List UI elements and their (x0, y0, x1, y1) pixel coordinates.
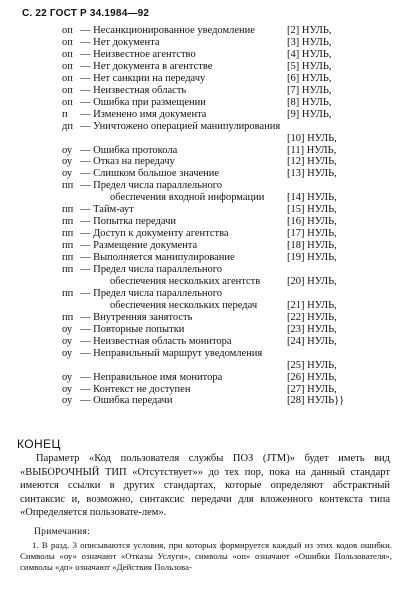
list-item (0, 25, 403, 37)
error-value: [10] НУЛЬ, (287, 132, 337, 144)
list-item (0, 288, 403, 300)
list-item (0, 168, 403, 180)
error-code-category: оп (62, 36, 73, 48)
list-item (0, 372, 403, 384)
error-value: [17] НУЛЬ, (287, 228, 337, 240)
error-description: — Доступ к документу агентства (80, 228, 229, 240)
list-item (0, 192, 403, 204)
error-code-category: пп (62, 180, 74, 192)
list-item (0, 312, 403, 324)
error-description: — Неправильный маршрут уведомления (80, 347, 263, 359)
error-value: [20] НУЛЬ, (287, 275, 337, 287)
error-value: [18] НУЛЬ, (287, 240, 337, 252)
error-code-category: пп (62, 287, 74, 299)
error-code-category: оп (62, 60, 73, 72)
list-item (0, 360, 403, 372)
error-description: — Ошибка передачи (80, 395, 173, 407)
error-code-category: дп (62, 120, 73, 132)
list-item (0, 348, 403, 360)
error-description: — Выполняется манипулирование (80, 252, 235, 264)
error-code-category: оу (62, 323, 73, 335)
error-code-category: пп (62, 240, 74, 252)
list-item (0, 324, 403, 336)
error-code-category: оу (62, 335, 73, 347)
list-item (0, 156, 403, 168)
error-code-category: оу (62, 383, 73, 395)
error-description: — Неправильное имя монитора (80, 371, 223, 383)
error-description: — Нет документа в агентстве (80, 60, 213, 72)
list-item (0, 276, 403, 288)
error-code-category: оу (62, 144, 73, 156)
error-value: [5] НУЛЬ, (287, 60, 332, 72)
error-value: [25] НУЛЬ, (287, 359, 337, 371)
error-value: [27] НУЛЬ, (287, 383, 337, 395)
error-code-category: пп (62, 264, 74, 275)
error-description: — Контекст не доступен (80, 383, 191, 395)
error-value: [8] НУЛЬ, (287, 96, 332, 108)
list-item (0, 228, 403, 240)
error-description: — Отказ на передачу (80, 156, 175, 168)
error-description: — Внутренняя занятость (80, 311, 193, 323)
error-description: — Слишком большое значение (80, 168, 220, 180)
error-value: [28] НУЛЬ}} (287, 395, 345, 407)
error-code-category: пп (62, 228, 74, 240)
error-value: [9] НУЛЬ, (287, 108, 332, 120)
list-item (0, 37, 403, 49)
error-code-category: оп (62, 48, 73, 60)
list-item (0, 73, 403, 85)
error-code-category: п (62, 108, 68, 120)
list-item (0, 300, 403, 312)
error-description: — Нет документа (80, 36, 160, 48)
list-item (0, 264, 403, 276)
error-code-category: оп (62, 96, 73, 108)
page-header: С. 22 ГОСТ Р 34.1984—92 (22, 8, 150, 19)
error-description: — Уничтожено операцией манипулирования (80, 120, 281, 132)
list-item (0, 145, 403, 157)
notes-title: Примечания: (34, 527, 91, 537)
error-value: [23] НУЛЬ, (287, 323, 337, 335)
error-value: [11] НУЛЬ, (287, 144, 337, 156)
error-code-category: оп (62, 25, 73, 36)
error-code-category: пп (62, 311, 74, 323)
error-description: — Изменено имя документа (80, 108, 207, 120)
error-code-category: оп (62, 84, 73, 96)
error-description: — Нет санкции на передачу (80, 72, 206, 84)
error-code-category: оу (62, 347, 73, 359)
error-description: — Повторные попытки (80, 323, 185, 335)
error-value: [12] НУЛЬ, (287, 156, 337, 168)
error-description: — Предел числа параллельного (80, 180, 223, 192)
error-description: обеспечения нескольких передач (110, 299, 258, 311)
list-item (0, 85, 403, 97)
error-value: [19] НУЛЬ, (287, 252, 337, 264)
list-item (0, 216, 403, 228)
error-description: — Неизвестное агентство (80, 48, 196, 60)
list-item (0, 384, 403, 396)
note-1: 1. В разд. 3 описываются условия, при которых формируется каждый из этих кодов ошибки. Символы «оу» означают «Отказы Услуги», символы «оп» означают «Ошибки Пользователя», символы «дп» означают «Действия Пользова- (20, 540, 392, 572)
error-code-category: оу (62, 395, 73, 407)
error-description: — Тайм-аут (80, 204, 134, 216)
error-value: [13] НУЛЬ, (287, 168, 337, 180)
list-item (0, 109, 403, 121)
error-value: [6] НУЛЬ, (287, 72, 332, 84)
error-value: [26] НУЛЬ, (287, 371, 337, 383)
error-value: [24] НУЛЬ, (287, 335, 337, 347)
error-description: — Предел числа параллельного (80, 264, 223, 275)
error-value: [14] НУЛЬ, (287, 192, 337, 204)
error-description: — Ошибка при размещении (80, 96, 206, 108)
error-value: [22] НУЛЬ, (287, 311, 337, 323)
error-code-category: пп (62, 252, 74, 264)
error-description: — Размещение документа (80, 240, 198, 252)
list-item (0, 204, 403, 216)
error-description: обеспечения входной информации (110, 192, 265, 204)
error-description: — Предел числа параллельного (80, 287, 223, 299)
error-description: — Ошибка протокола (80, 144, 178, 156)
list-item (0, 252, 403, 264)
error-description: — Несанкционированное уведомление (80, 25, 255, 36)
error-code-category: оу (62, 168, 73, 180)
error-code-category: пп (62, 216, 74, 228)
error-description: — Попытка передачи (80, 216, 176, 228)
error-code-category: пп (62, 204, 74, 216)
error-value: [21] НУЛЬ, (287, 299, 337, 311)
list-item (0, 395, 403, 407)
list-item (0, 336, 403, 348)
error-value: [16] НУЛЬ, (287, 216, 337, 228)
error-description: обеспечения нескольких агентств (110, 275, 261, 287)
error-value: [3] НУЛЬ, (287, 36, 332, 48)
error-description: — Неизвестная область (80, 84, 187, 96)
error-value: [4] НУЛЬ, (287, 48, 332, 60)
error-value: [15] НУЛЬ, (287, 204, 337, 216)
list-item (0, 61, 403, 73)
error-description: — Неизвестная область монитора (80, 335, 232, 347)
error-code-category: оу (62, 156, 73, 168)
list-item (0, 97, 403, 109)
list-item (0, 49, 403, 61)
error-code-category: оп (62, 72, 73, 84)
section-title: КОНЕЦ (17, 437, 61, 451)
body-paragraph: Параметр «Код пользователя службы ПОЗ (JTM)» будет иметь вид «ВЫБОРОЧНЫЙ ТИП «Отсутствует»» до тех пор, пока на данный стандарт имеются ссылки в других стандартах, которые определяют абстрактный синтаксис и, возможно, синтаксис передачи для вложенного контекста типа «Определяется пользовате-лем». (20, 453, 390, 518)
list-item (0, 133, 403, 145)
list-item (0, 180, 403, 192)
error-value: [2] НУЛЬ, (287, 25, 332, 36)
list-item (0, 121, 403, 133)
error-code-category: оу (62, 371, 73, 383)
list-item (0, 240, 403, 252)
error-value: [7] НУЛЬ, (287, 84, 332, 96)
